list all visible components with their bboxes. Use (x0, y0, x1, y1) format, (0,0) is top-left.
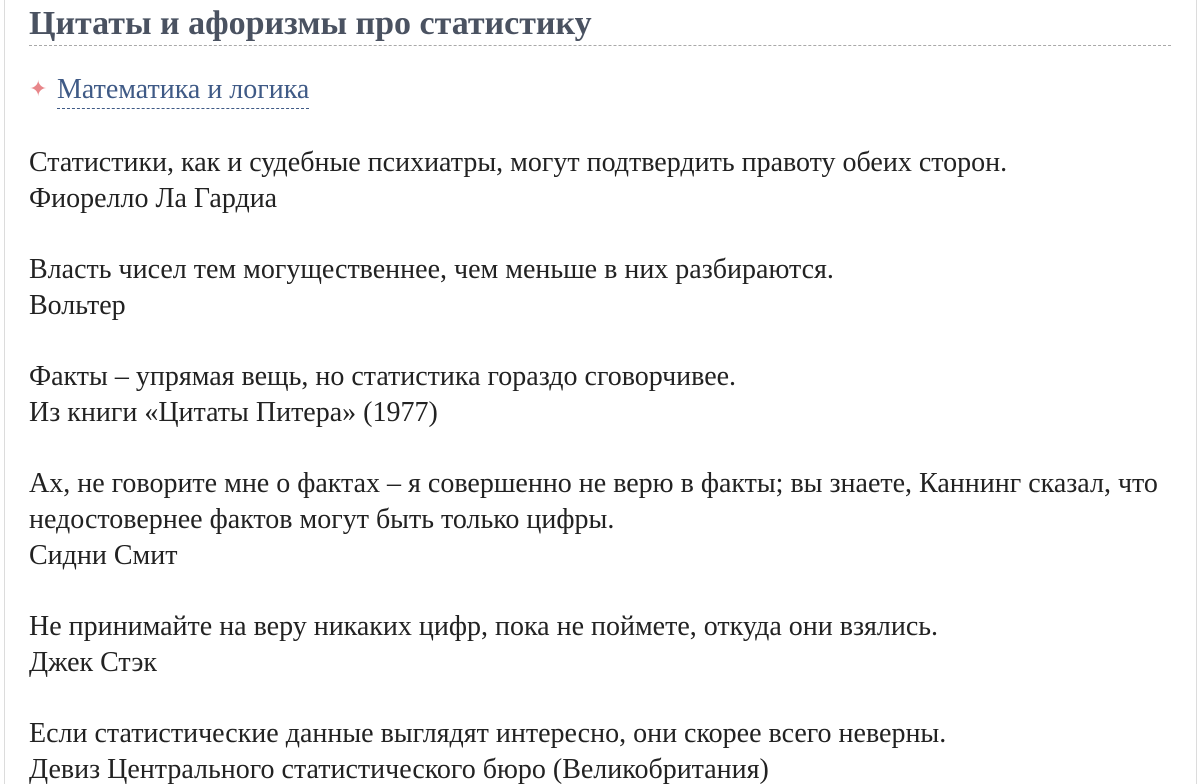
quote-item (29, 466, 1179, 574)
quote-item (29, 145, 1179, 217)
page-border-right (1196, 0, 1197, 784)
category-link[interactable]: Математика и логика (57, 72, 309, 109)
title-divider (29, 45, 1171, 46)
quote-author: Вольтер (29, 290, 126, 321)
quote-author: Фиорелло Ла Гардиа (29, 183, 278, 214)
quote-text: Статистики, как и судебные психиатры, могут подтвердить правоту обеих сторон. (29, 147, 1008, 178)
category-tag (29, 70, 309, 110)
quote-item (29, 609, 1179, 681)
quote-author: Джек Стэк (29, 647, 157, 678)
quote-item (29, 359, 1179, 431)
quote-item (29, 716, 1179, 784)
page-border-left (4, 0, 5, 784)
quote-text: Если статистические данные выглядят интересно, они скорее всего неверны. (29, 718, 947, 749)
quote-text: Ах, не говорите мне о фактах – я совершенно не верю в факты; вы знаете, Каннинг сказал, что недостовернее фактов могут быть только цифры. (29, 468, 1158, 535)
quote-author: Сидни Смит (29, 540, 178, 571)
quote-author: Из книги «Цитаты Питера» (1977) (29, 397, 438, 428)
quote-text: Не принимайте на веру никаких цифр, пока не поймете, откуда они взялись. (29, 611, 939, 642)
quote-list (29, 145, 1179, 784)
quote-text: Факты – упрямая вещь, но статистика гораздо сговорчивее. (29, 361, 737, 392)
sparkle-icon: ✦ (29, 77, 48, 102)
quote-text: Власть чисел тем могущественнее, чем меньше в них разбираются. (29, 254, 834, 285)
page-title: Цитаты и афоризмы про статистику (29, 5, 592, 42)
quote-author: Девиз Центрального статистического бюро (Великобритания) (29, 754, 769, 784)
quote-item (29, 252, 1179, 324)
